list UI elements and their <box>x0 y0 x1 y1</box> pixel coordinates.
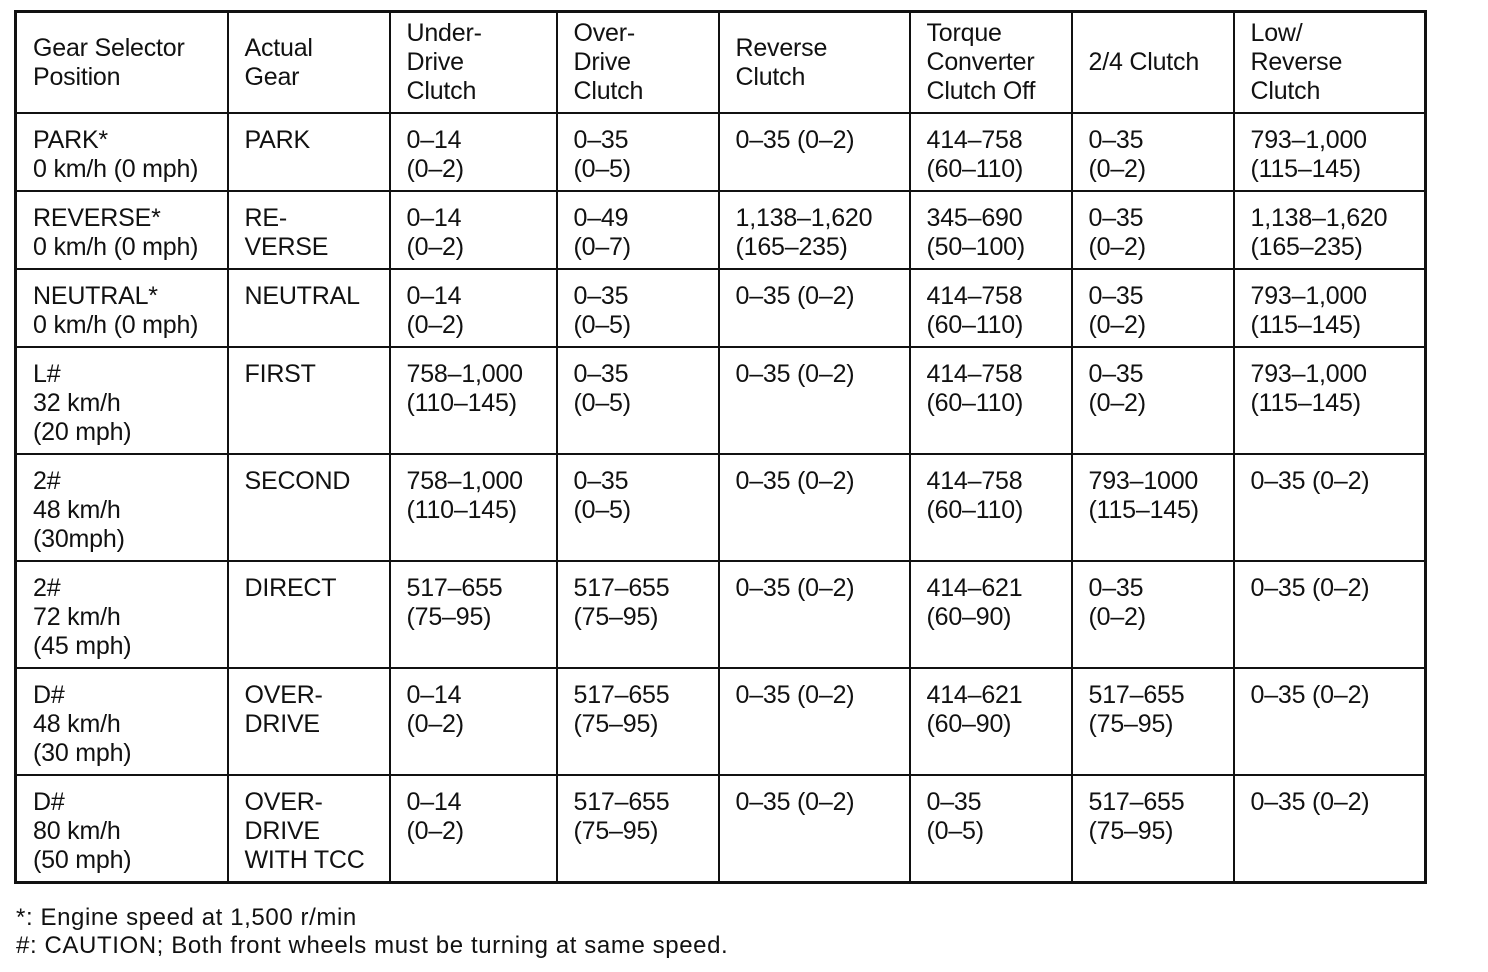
cell-low-reverse: 0–35 (0–2) <box>1234 775 1426 883</box>
cell-low-reverse: 1,138–1,620 (165–235) <box>1234 191 1426 269</box>
cell-tcc-off: 345–690 (50–100) <box>910 191 1072 269</box>
footnote-hash: #: CAUTION; Both front wheels must be turning at same speed. <box>16 932 729 959</box>
cell-overdrive: 0–35 (0–5) <box>557 269 719 347</box>
header-gear-selector-position: Gear Selector Position <box>16 12 228 114</box>
cell-tcc-off: 414–621 (60–90) <box>910 561 1072 668</box>
cell-position: D# 80 km/h (50 mph) <box>16 775 228 883</box>
cell-underdrive: 0–14 (0–2) <box>390 668 557 775</box>
cell-actual-gear: OVER- DRIVE <box>228 668 390 775</box>
cell-position: PARK* 0 km/h (0 mph) <box>16 113 228 191</box>
cell-actual-gear: FIRST <box>228 347 390 454</box>
cell-actual-gear: DIRECT <box>228 561 390 668</box>
cell-2-4-clutch: 0–35 (0–2) <box>1072 113 1234 191</box>
cell-overdrive: 0–49 (0–7) <box>557 191 719 269</box>
cell-tcc-off: 414–758 (60–110) <box>910 347 1072 454</box>
cell-actual-gear: RE- VERSE <box>228 191 390 269</box>
cell-low-reverse: 0–35 (0–2) <box>1234 668 1426 775</box>
cell-overdrive: 517–655 (75–95) <box>557 775 719 883</box>
cell-tcc-off: 414–758 (60–110) <box>910 454 1072 561</box>
header-actual-gear: Actual Gear <box>228 12 390 114</box>
cell-2-4-clutch: 0–35 (0–2) <box>1072 191 1234 269</box>
header-underdrive-clutch: Under- Drive Clutch <box>390 12 557 114</box>
table-row-park <box>16 113 1426 191</box>
cell-overdrive: 0–35 (0–5) <box>557 113 719 191</box>
cell-low-reverse: 793–1,000 (115–145) <box>1234 347 1426 454</box>
cell-low-reverse: 793–1,000 (115–145) <box>1234 113 1426 191</box>
table-row-neutral <box>16 269 1426 347</box>
footnotes <box>16 904 728 960</box>
cell-tcc-off: 0–35 (0–5) <box>910 775 1072 883</box>
cell-underdrive: 0–14 (0–2) <box>390 191 557 269</box>
cell-reverse: 0–35 (0–2) <box>719 269 910 347</box>
cell-underdrive: 758–1,000 (110–145) <box>390 454 557 561</box>
cell-overdrive: 517–655 (75–95) <box>557 561 719 668</box>
header-reverse-clutch: Reverse Clutch <box>719 12 910 114</box>
cell-overdrive: 0–35 (0–5) <box>557 347 719 454</box>
cell-underdrive: 0–14 (0–2) <box>390 113 557 191</box>
header-low-reverse-clutch: Low/ Reverse Clutch <box>1234 12 1426 114</box>
table-row-second <box>16 454 1426 561</box>
cell-actual-gear: OVER- DRIVE WITH TCC <box>228 775 390 883</box>
hydraulic-pressure-table <box>14 10 1427 884</box>
header-overdrive-clutch: Over- Drive Clutch <box>557 12 719 114</box>
cell-underdrive: 0–14 (0–2) <box>390 775 557 883</box>
footnote-asterisk: *: Engine speed at 1,500 r/min <box>16 904 357 931</box>
cell-2-4-clutch: 0–35 (0–2) <box>1072 561 1234 668</box>
cell-2-4-clutch: 517–655 (75–95) <box>1072 668 1234 775</box>
cell-actual-gear: PARK <box>228 113 390 191</box>
cell-reverse: 0–35 (0–2) <box>719 775 910 883</box>
cell-low-reverse: 0–35 (0–2) <box>1234 561 1426 668</box>
table-row-first <box>16 347 1426 454</box>
cell-underdrive: 0–14 (0–2) <box>390 269 557 347</box>
cell-reverse: 1,138–1,620 (165–235) <box>719 191 910 269</box>
cell-underdrive: 517–655 (75–95) <box>390 561 557 668</box>
header-2-4-clutch: 2/4 Clutch <box>1072 12 1234 114</box>
cell-tcc-off: 414–621 (60–90) <box>910 668 1072 775</box>
table-row-reverse <box>16 191 1426 269</box>
cell-position: REVERSE* 0 km/h (0 mph) <box>16 191 228 269</box>
header-torque-converter-clutch-off: Torque Converter Clutch Off <box>910 12 1072 114</box>
cell-reverse: 0–35 (0–2) <box>719 668 910 775</box>
cell-2-4-clutch: 0–35 (0–2) <box>1072 347 1234 454</box>
table-row-direct <box>16 561 1426 668</box>
cell-reverse: 0–35 (0–2) <box>719 454 910 561</box>
cell-low-reverse: 793–1,000 (115–145) <box>1234 269 1426 347</box>
pressure-test-sheet <box>14 10 1424 884</box>
cell-2-4-clutch: 793–1000 (115–145) <box>1072 454 1234 561</box>
cell-tcc-off: 414–758 (60–110) <box>910 269 1072 347</box>
cell-reverse: 0–35 (0–2) <box>719 347 910 454</box>
cell-position: 2# 72 km/h (45 mph) <box>16 561 228 668</box>
cell-2-4-clutch: 517–655 (75–95) <box>1072 775 1234 883</box>
cell-position: D# 48 km/h (30 mph) <box>16 668 228 775</box>
cell-overdrive: 517–655 (75–95) <box>557 668 719 775</box>
cell-reverse: 0–35 (0–2) <box>719 561 910 668</box>
cell-underdrive: 758–1,000 (110–145) <box>390 347 557 454</box>
cell-position: L# 32 km/h (20 mph) <box>16 347 228 454</box>
cell-position: 2# 48 km/h (30mph) <box>16 454 228 561</box>
table-row-overdrive-with-tcc <box>16 775 1426 883</box>
cell-reverse: 0–35 (0–2) <box>719 113 910 191</box>
cell-actual-gear: NEUTRAL <box>228 269 390 347</box>
cell-tcc-off: 414–758 (60–110) <box>910 113 1072 191</box>
table-row-overdrive <box>16 668 1426 775</box>
cell-low-reverse: 0–35 (0–2) <box>1234 454 1426 561</box>
cell-2-4-clutch: 0–35 (0–2) <box>1072 269 1234 347</box>
cell-actual-gear: SECOND <box>228 454 390 561</box>
cell-position: NEUTRAL* 0 km/h (0 mph) <box>16 269 228 347</box>
cell-overdrive: 0–35 (0–5) <box>557 454 719 561</box>
header-row <box>16 12 1426 114</box>
